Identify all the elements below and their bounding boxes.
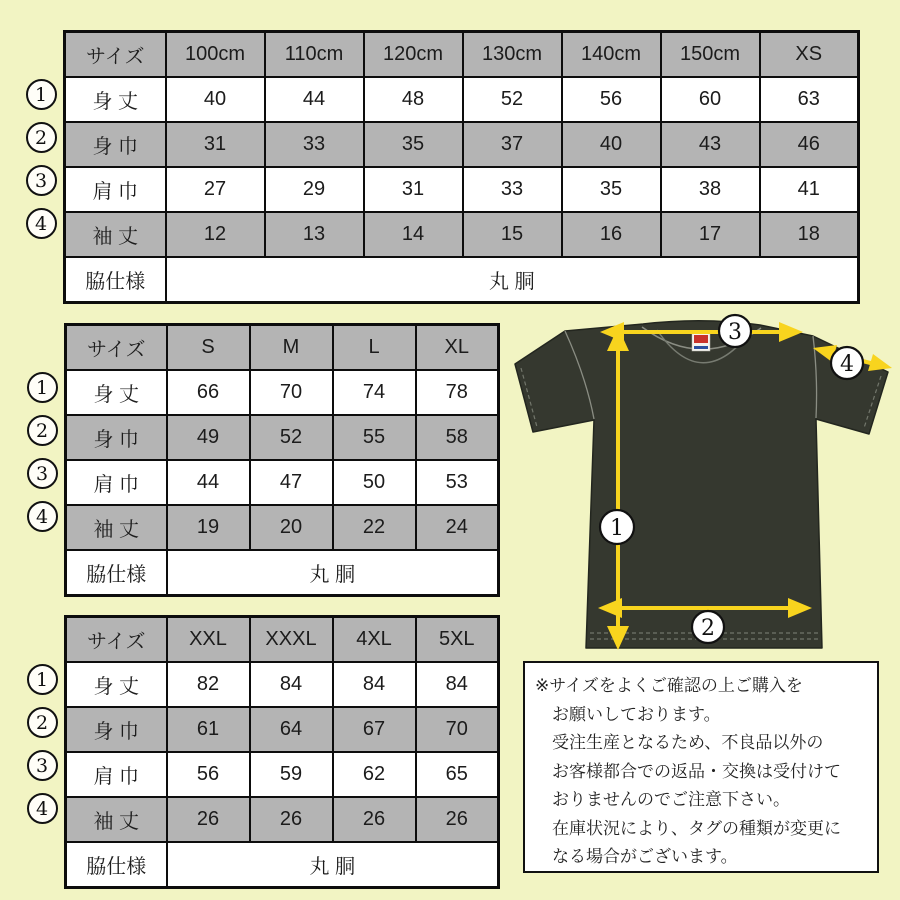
row-number-gutter bbox=[20, 323, 64, 538]
measure-badge-3 bbox=[719, 315, 751, 347]
row-label: 身 巾 bbox=[65, 122, 166, 167]
value-cell: 40 bbox=[166, 77, 265, 122]
row-number-badge bbox=[20, 701, 64, 744]
value-cell: 26 bbox=[333, 797, 416, 842]
note-line: なる場合がございます。 bbox=[552, 847, 738, 866]
column-header: XS bbox=[760, 32, 859, 78]
size-table-big bbox=[64, 615, 500, 889]
circled-number: 4 bbox=[27, 793, 58, 824]
table-row bbox=[65, 212, 859, 257]
header-row bbox=[65, 32, 859, 78]
value-cell: 64 bbox=[250, 707, 333, 752]
value-cell: 31 bbox=[364, 167, 463, 212]
value-cell: 20 bbox=[250, 505, 333, 550]
value-cell: 26 bbox=[416, 797, 499, 842]
footer-value: 丸 胴 bbox=[166, 257, 859, 303]
row-number-badge bbox=[20, 658, 64, 701]
circled-number: 2 bbox=[27, 707, 58, 738]
column-header: 120cm bbox=[364, 32, 463, 78]
corner-cell: サイズ bbox=[66, 325, 167, 371]
footer-value: 丸 胴 bbox=[167, 550, 499, 596]
table-row bbox=[66, 707, 499, 752]
svg-text:3: 3 bbox=[728, 320, 742, 345]
value-cell: 84 bbox=[250, 662, 333, 707]
row-label: 脇仕様 bbox=[66, 550, 167, 596]
footer-row bbox=[65, 257, 859, 303]
value-cell: 47 bbox=[250, 460, 333, 505]
value-cell: 15 bbox=[463, 212, 562, 257]
tshirt-graphic bbox=[508, 313, 900, 655]
value-cell: 43 bbox=[661, 122, 760, 167]
value-cell: 26 bbox=[167, 797, 250, 842]
value-cell: 58 bbox=[416, 415, 499, 460]
svg-text:1: 1 bbox=[610, 516, 624, 541]
measure-badge-1 bbox=[600, 510, 634, 544]
column-header: S bbox=[167, 325, 250, 371]
row-number-badge bbox=[19, 73, 63, 116]
svg-text:2: 2 bbox=[701, 616, 715, 641]
note-line: お願いしております。 bbox=[552, 704, 721, 724]
value-cell: 40 bbox=[562, 122, 661, 167]
row-number-badge bbox=[20, 744, 64, 787]
row-label: 肩 巾 bbox=[65, 167, 166, 212]
row-number-badge bbox=[19, 202, 63, 245]
gutter-spacer bbox=[20, 323, 64, 366]
header-row bbox=[66, 617, 499, 663]
value-cell: 61 bbox=[167, 707, 250, 752]
value-cell: 44 bbox=[265, 77, 364, 122]
size-table-adult bbox=[64, 323, 500, 597]
value-cell: 19 bbox=[167, 505, 250, 550]
row-number-badge bbox=[20, 452, 64, 495]
measure-badge-4 bbox=[831, 347, 863, 379]
value-cell: 84 bbox=[416, 662, 499, 707]
svg-text:4: 4 bbox=[840, 352, 854, 377]
value-cell: 65 bbox=[416, 752, 499, 797]
value-cell: 52 bbox=[463, 77, 562, 122]
value-cell: 50 bbox=[333, 460, 416, 505]
circled-number: 1 bbox=[27, 664, 58, 695]
value-cell: 78 bbox=[416, 370, 499, 415]
value-cell: 35 bbox=[364, 122, 463, 167]
value-cell: 22 bbox=[333, 505, 416, 550]
value-cell: 59 bbox=[250, 752, 333, 797]
row-label: 肩 巾 bbox=[66, 460, 167, 505]
row-number-badge bbox=[20, 366, 64, 409]
gutter-spacer bbox=[20, 615, 64, 658]
size-table-adult-block bbox=[20, 323, 500, 597]
value-cell: 33 bbox=[463, 167, 562, 212]
column-header: 4XL bbox=[333, 617, 416, 663]
value-cell: 62 bbox=[333, 752, 416, 797]
column-header: 150cm bbox=[661, 32, 760, 78]
circled-number: 4 bbox=[27, 501, 58, 532]
note-line: 受注生産となるため、不良品以外の bbox=[552, 733, 824, 752]
table-row bbox=[66, 797, 499, 842]
note-line: 在庫状況により、タグの種類が変更に bbox=[552, 818, 841, 838]
value-cell: 48 bbox=[364, 77, 463, 122]
brand-tag-icon bbox=[692, 333, 710, 351]
value-cell: 70 bbox=[250, 370, 333, 415]
purchase-note bbox=[523, 661, 879, 873]
tshirt-measurement-diagram bbox=[508, 313, 900, 655]
value-cell: 24 bbox=[416, 505, 499, 550]
value-cell: 46 bbox=[760, 122, 859, 167]
row-number-badge bbox=[20, 409, 64, 452]
size-table-kids-block bbox=[19, 30, 860, 304]
row-label: 身 巾 bbox=[66, 415, 167, 460]
value-cell: 70 bbox=[416, 707, 499, 752]
value-cell: 56 bbox=[562, 77, 661, 122]
value-cell: 38 bbox=[661, 167, 760, 212]
note-line: お客様都合での返品・交換は受付けて bbox=[552, 761, 841, 781]
circled-number: 1 bbox=[26, 79, 57, 110]
value-cell: 26 bbox=[250, 797, 333, 842]
row-number-badge bbox=[19, 159, 63, 202]
table-row bbox=[65, 77, 859, 122]
value-cell: 52 bbox=[250, 415, 333, 460]
column-header: L bbox=[333, 325, 416, 371]
value-cell: 66 bbox=[167, 370, 250, 415]
row-number-gutter bbox=[19, 30, 63, 245]
circled-number: 2 bbox=[27, 415, 58, 446]
value-cell: 18 bbox=[760, 212, 859, 257]
row-number-badge bbox=[19, 116, 63, 159]
table-row bbox=[65, 167, 859, 212]
value-cell: 37 bbox=[463, 122, 562, 167]
row-label: 身 丈 bbox=[66, 662, 167, 707]
circled-number: 3 bbox=[26, 165, 57, 196]
footer-row bbox=[66, 842, 499, 888]
table-row bbox=[66, 415, 499, 460]
note-line: おりませんのでご注意下さい。 bbox=[552, 790, 790, 809]
circled-number: 3 bbox=[27, 458, 58, 489]
row-label: 身 丈 bbox=[65, 77, 166, 122]
column-header: 5XL bbox=[416, 617, 499, 663]
value-cell: 29 bbox=[265, 167, 364, 212]
row-label: 脇仕様 bbox=[66, 842, 167, 888]
column-header: XL bbox=[416, 325, 499, 371]
table-row bbox=[66, 460, 499, 505]
row-label: 袖 丈 bbox=[65, 212, 166, 257]
circled-number: 3 bbox=[27, 750, 58, 781]
value-cell: 35 bbox=[562, 167, 661, 212]
circled-number: 2 bbox=[26, 122, 57, 153]
column-header: 140cm bbox=[562, 32, 661, 78]
value-cell: 41 bbox=[760, 167, 859, 212]
circled-number: 4 bbox=[26, 208, 57, 239]
value-cell: 60 bbox=[661, 77, 760, 122]
value-cell: 49 bbox=[167, 415, 250, 460]
gutter-spacer bbox=[19, 30, 63, 73]
column-header: 110cm bbox=[265, 32, 364, 78]
footer-value: 丸 胴 bbox=[167, 842, 499, 888]
footer-row bbox=[66, 550, 499, 596]
size-table-kids bbox=[63, 30, 860, 304]
value-cell: 67 bbox=[333, 707, 416, 752]
row-label: 袖 丈 bbox=[66, 505, 167, 550]
value-cell: 56 bbox=[167, 752, 250, 797]
circled-number: 1 bbox=[27, 372, 58, 403]
value-cell: 13 bbox=[265, 212, 364, 257]
value-cell: 31 bbox=[166, 122, 265, 167]
header-row bbox=[66, 325, 499, 371]
value-cell: 27 bbox=[166, 167, 265, 212]
table-row bbox=[65, 122, 859, 167]
row-label: 身 丈 bbox=[66, 370, 167, 415]
row-label: 脇仕様 bbox=[65, 257, 166, 303]
column-header: XXL bbox=[167, 617, 250, 663]
table-row bbox=[66, 752, 499, 797]
row-number-gutter bbox=[20, 615, 64, 830]
row-number-badge bbox=[20, 787, 64, 830]
value-cell: 44 bbox=[167, 460, 250, 505]
value-cell: 84 bbox=[333, 662, 416, 707]
value-cell: 14 bbox=[364, 212, 463, 257]
column-header: 130cm bbox=[463, 32, 562, 78]
measure-badge-2 bbox=[692, 611, 724, 643]
column-header: M bbox=[250, 325, 333, 371]
value-cell: 16 bbox=[562, 212, 661, 257]
row-label: 肩 巾 bbox=[66, 752, 167, 797]
corner-cell: サイズ bbox=[66, 617, 167, 663]
column-header: 100cm bbox=[166, 32, 265, 78]
row-number-badge bbox=[20, 495, 64, 538]
value-cell: 74 bbox=[333, 370, 416, 415]
note-line: ※サイズをよくご確認の上ご購入を bbox=[535, 676, 803, 695]
column-header: XXXL bbox=[250, 617, 333, 663]
table-row bbox=[66, 370, 499, 415]
table-row bbox=[66, 505, 499, 550]
row-label: 袖 丈 bbox=[66, 797, 167, 842]
value-cell: 63 bbox=[760, 77, 859, 122]
corner-cell: サイズ bbox=[65, 32, 166, 78]
table-row bbox=[66, 662, 499, 707]
row-label: 身 巾 bbox=[66, 707, 167, 752]
value-cell: 53 bbox=[416, 460, 499, 505]
value-cell: 12 bbox=[166, 212, 265, 257]
size-table-big-block bbox=[20, 615, 500, 889]
value-cell: 33 bbox=[265, 122, 364, 167]
value-cell: 82 bbox=[167, 662, 250, 707]
value-cell: 17 bbox=[661, 212, 760, 257]
value-cell: 55 bbox=[333, 415, 416, 460]
